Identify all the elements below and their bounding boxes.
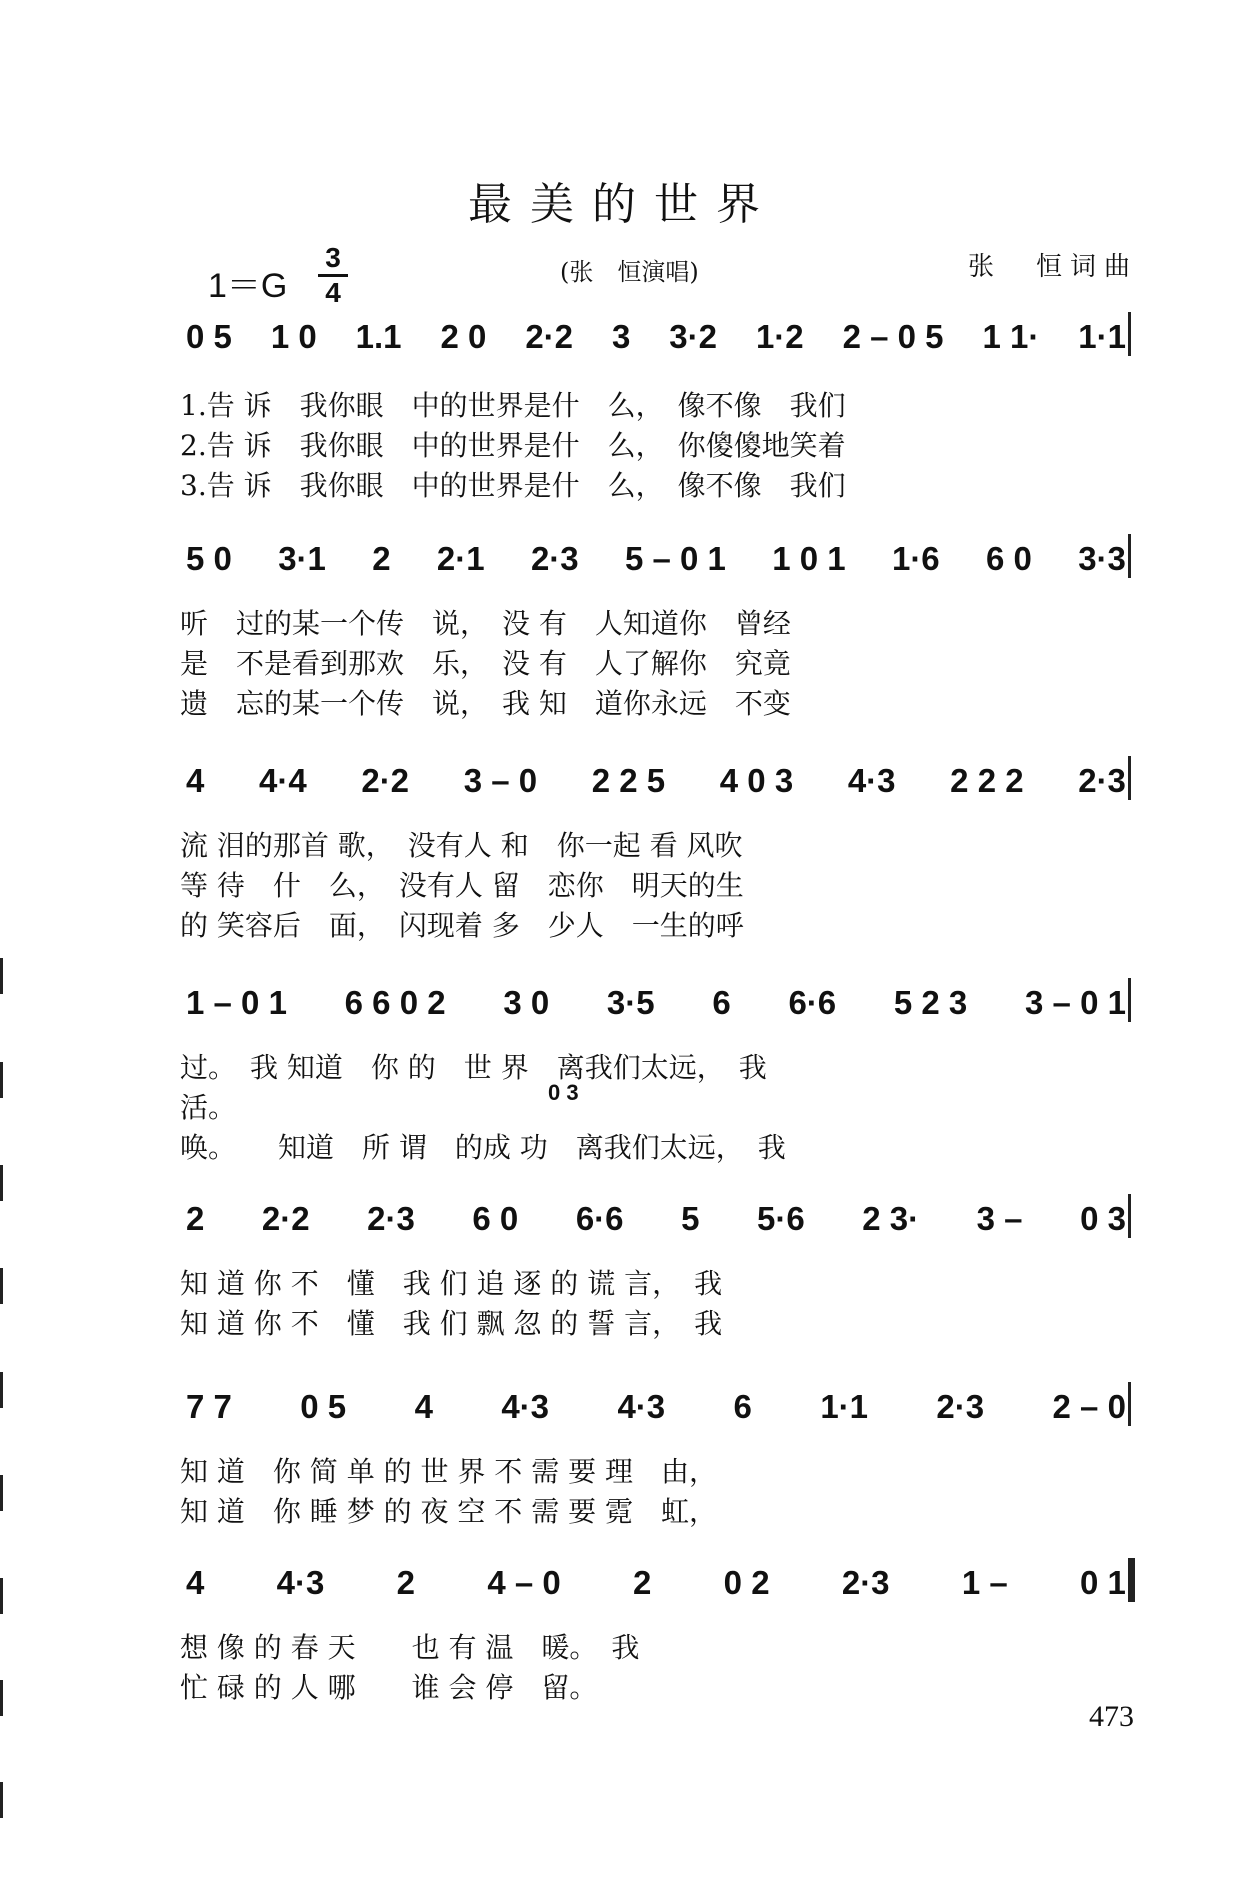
note-group: 2·2 <box>361 762 410 799</box>
lyric-verse: 流 泪的那首 歌， 没有人 和 你一起 看 风吹 <box>180 829 743 862</box>
note-group: 2 – 0 <box>1052 1388 1126 1425</box>
lyrics-block-4 <box>180 1046 1120 1164</box>
lyric-verse: 1.告 诉 我你眼 中的世界是什 么， 像不像 我们 <box>180 389 846 422</box>
notation-line-3 <box>186 762 1126 800</box>
note-group: 1·1 <box>1078 318 1126 355</box>
note-group: 0 5 <box>186 318 232 355</box>
note-group: 6 0 <box>986 540 1032 577</box>
note-group: 2 <box>396 1564 416 1601</box>
barline <box>1128 1194 1131 1238</box>
lyric-verse: 知 道 你 简 单 的 世 界 不 需 要 理 由， <box>180 1455 718 1488</box>
lyric-verse: 忙 碌 的 人 哪 谁 会 停 留。 <box>180 1671 598 1704</box>
lyrics-block-7 <box>180 1626 1120 1704</box>
lyric-verse: 的 笑容后 面， 闪现着 多 少人 一生的呼 <box>180 909 744 942</box>
note-group: 1·6 <box>891 540 940 577</box>
lyrics-block-6 <box>180 1450 1120 1528</box>
note-group: 6 <box>712 984 731 1021</box>
note-group: 3 – <box>976 1200 1023 1237</box>
note-group: 2 3· <box>862 1200 920 1237</box>
note-group: 2 – 0 5 <box>842 318 944 355</box>
singer-credit: (张 恒演唱) <box>560 258 699 286</box>
note-group: 5 0 <box>186 540 232 577</box>
lyrics-block-5 <box>180 1262 1120 1340</box>
barline <box>1128 1382 1131 1426</box>
lyric-verse: 知 道 你 不 懂 我 们 飘 忽 的 誓 言， 我 <box>180 1307 723 1340</box>
note-group: 4·4 <box>259 762 307 799</box>
inset-notes: 0 3 <box>548 1080 579 1105</box>
note-group: 4·3 <box>276 1564 325 1601</box>
note-group: 4 0 3 <box>719 762 794 799</box>
note-group: 4 <box>414 1388 433 1425</box>
note-group: 0 5 <box>300 1388 347 1425</box>
time-denominator: 4 <box>325 277 341 308</box>
note-group: 0 1 <box>1080 1564 1126 1601</box>
lyrics-block-3 <box>180 824 1120 942</box>
margin-mark <box>0 958 3 994</box>
note-group: 5 2 3 <box>893 984 968 1021</box>
note-group: 1 – 0 1 <box>186 984 287 1021</box>
note-group: 4·3 <box>501 1388 550 1425</box>
lyrics-block-1 <box>180 384 1120 502</box>
note-group: 1·2 <box>755 318 804 355</box>
end-barline <box>1128 1558 1135 1602</box>
note-group: 4·3 <box>847 762 896 799</box>
note-group: 2·3 <box>530 540 579 577</box>
note-group: 3·2 <box>669 318 717 355</box>
lyric-verse: 知 道 你 不 懂 我 们 追 逐 的 谎 言， 我 <box>180 1267 723 1300</box>
lyric-verse: 想 像 的 春 天 也 有 温 暖。 我 <box>180 1631 640 1664</box>
lyric-verse: 是 不是看到那欢 乐， 没 有 人了解你 究竟 <box>180 647 791 680</box>
note-group: 1.1 <box>355 318 402 355</box>
note-group: 2·2 <box>525 318 574 355</box>
key-signature: 1＝G <box>208 267 288 305</box>
note-group: 2·2 <box>261 1200 310 1237</box>
notation-line-2 <box>186 540 1126 578</box>
lyric-verse: 3.告 诉 我你眼 中的世界是什 么， 像不像 我们 <box>180 469 846 502</box>
note-group: 1·1 <box>820 1388 869 1425</box>
note-group: 6 6 0 2 <box>344 984 446 1021</box>
note-group: 1 – <box>961 1564 1008 1601</box>
note-group: 3 0 <box>503 984 550 1021</box>
note-group: 4 <box>186 762 205 799</box>
note-group: 5 – 0 1 <box>624 540 726 577</box>
note-group: 4·3 <box>617 1388 666 1425</box>
time-numerator: 3 <box>325 242 341 273</box>
note-group: 2·3 <box>936 1388 985 1425</box>
notation-line-7 <box>186 1564 1126 1602</box>
lyric-verse: 活。 <box>180 1091 237 1124</box>
margin-mark <box>0 1475 3 1511</box>
time-signature <box>318 244 348 307</box>
note-group: 1 1· <box>982 318 1040 355</box>
note-group: 6 <box>733 1388 752 1425</box>
notation-line-6 <box>186 1388 1126 1426</box>
margin-mark <box>0 1165 3 1201</box>
notation-line-5 <box>186 1200 1126 1238</box>
note-group: 6·6 <box>575 1200 624 1237</box>
lyric-verse: 知 道 你 睡 梦 的 夜 空 不 需 要 霓 虹， <box>180 1495 718 1528</box>
note-group: 2·3 <box>841 1564 890 1601</box>
note-group: 1 0 <box>270 318 317 355</box>
note-group: 2·3 <box>367 1200 415 1237</box>
note-group: 3 <box>611 318 631 355</box>
margin-mark <box>0 1268 3 1304</box>
note-group: 2 0 <box>440 318 487 355</box>
note-group: 3 – 0 <box>463 762 538 799</box>
note-group: 6 0 <box>472 1200 519 1237</box>
notation-line-1 <box>186 318 1126 356</box>
note-group: 3·1 <box>278 540 326 577</box>
lyric-verse: 唤。 知道 所 谓 的成 功 离我们太远， 我 <box>180 1131 786 1164</box>
note-group: 4 <box>186 1564 205 1601</box>
lyric-verse: 听 过的某一个传 说， 没 有 人知道你 曾经 <box>180 607 791 640</box>
note-group: 0 2 <box>723 1564 770 1601</box>
note-group: 2 <box>633 1564 652 1601</box>
song-title: 最美的世界 <box>468 179 778 230</box>
note-group: 4 – 0 <box>487 1564 561 1601</box>
note-group: 7 7 <box>186 1388 232 1425</box>
note-group: 5·6 <box>756 1200 805 1237</box>
note-group: 2 <box>372 540 391 577</box>
note-group: 2·1 <box>436 540 485 577</box>
note-group: 6·6 <box>788 984 837 1021</box>
lyricist-composer: 张 恒词曲 <box>968 252 1139 282</box>
note-group: 2 <box>186 1200 205 1237</box>
note-group: 2 2 5 <box>591 762 666 799</box>
barline <box>1128 978 1131 1022</box>
lyric-verse: 过。 我 知道 你 的 世 界 离我们太远， 我 <box>180 1051 767 1084</box>
note-group: 5 <box>681 1200 700 1237</box>
lyric-verse: 2.告 诉 我你眼 中的世界是什 么， 你傻傻地笑着 <box>180 429 846 462</box>
lyric-verse: 等 待 什 么， 没有人 留 恋你 明天的生 <box>180 869 744 902</box>
margin-mark <box>0 1372 3 1408</box>
barline <box>1128 756 1131 800</box>
margin-mark <box>0 1782 3 1818</box>
margin-mark <box>0 1062 3 1098</box>
lyrics-block-2 <box>180 602 1120 720</box>
margin-mark <box>0 1680 3 1716</box>
note-group: 3·5 <box>606 984 655 1021</box>
note-group: 3 – 0 1 <box>1025 984 1126 1021</box>
note-group: 2·3 <box>1078 762 1126 799</box>
barline <box>1128 312 1131 356</box>
lyric-verse: 遗 忘的某一个传 说， 我 知 道你永远 不变 <box>180 687 791 720</box>
note-group: 3·3 <box>1078 540 1126 577</box>
notation-line-4 <box>186 984 1126 1022</box>
note-group: 1 0 1 <box>772 540 846 577</box>
margin-mark <box>0 1578 3 1614</box>
note-group: 0 3 <box>1080 1200 1126 1237</box>
barline <box>1128 534 1131 578</box>
note-group: 2 2 2 <box>950 762 1024 799</box>
page-number: 473 <box>1089 1700 1134 1733</box>
